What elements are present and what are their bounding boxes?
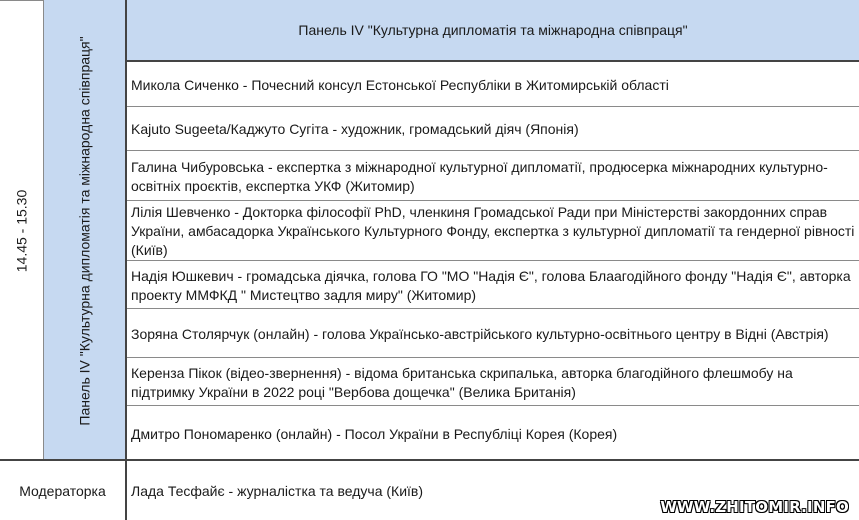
speaker-row: Микола Сиченко - Почесний консул Естонської Республіки в Житомирській області (127, 62, 859, 107)
speaker-row: Надія Юшкевич - громадська діячка, голова ГО "МО "Надія Є", голова Блаагодійного фонду "Надія Є", авторка проекту ММФКД " Мистецтво задля миру" (Житомир) (127, 261, 859, 309)
moderator-label: Модераторка (0, 461, 127, 520)
time-slot: 14.45 - 15.30 (13, 189, 29, 272)
speaker-row: Лілія Шевченко - Докторка філософії PhD, членкиня Громадської Ради при Міністерстві закордонних справ України, амбасадорка Українського Культурного Фонду, експертка з культурної дипломатії та гендерної рівності (Київ) (127, 201, 859, 261)
watermark: WWW.ZHITOMIR.INFO (660, 498, 849, 516)
speaker-row: Галина Чибуровська - експертка з міжнародної культурної дипломатії, продюсерка міжнародних культурно-освітніх проєктів, експертка УКФ (Житомир) (127, 151, 859, 201)
speaker-row: Kajuto Sugeeta/Каджуто Сугіта - художник, громадський діяч (Японія) (127, 107, 859, 151)
moderator-name: Лада Тесфайє - журналістка та ведуча (Київ) (131, 482, 424, 499)
time-cell (0, 0, 44, 461)
speaker-row: Зоряна Столярчук (онлайн) - голова Українсько-австрійського культурно-освітнього центру в Відні (Австрія) (127, 309, 859, 358)
panel-header: Панель IV "Культурна дипломатія та міжнародна співпраця" (127, 0, 859, 62)
speaker-row: Керенза Пікок (відео-звернення) - відома британська скрипалька, авторка благодійного флешмобу на підтримку України в 2022 році "Вербова дощечка" (Велика Британія) (127, 358, 859, 406)
speaker-row: Дмитро Пономаренко (онлайн) - Посол України в Республіці Корея (Корея) (131, 426, 618, 442)
panel-side-title: Панель IV "Культурна дипломатія та міжнародна співпраця" (76, 35, 92, 426)
panel-side-cell (44, 0, 127, 461)
